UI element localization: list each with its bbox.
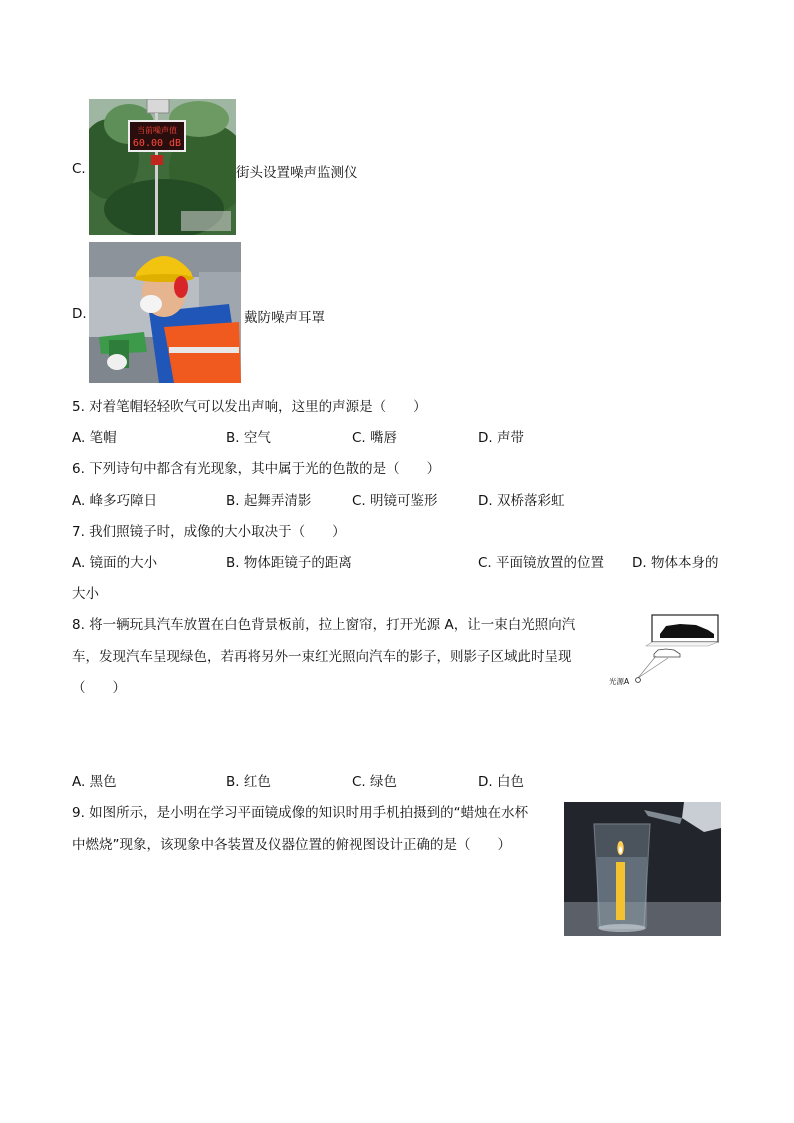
q8-option-d: D. 白色 xyxy=(478,774,524,790)
worker-earmuffs-photo xyxy=(89,242,241,383)
question-8-line-3: （ ） xyxy=(72,680,126,696)
question-7-stem: 7. 我们照镜子时，成像的大小取决于（ ） xyxy=(72,524,346,540)
question-6-stem: 6. 下列诗句中都含有光现象，其中属于光的色散的是（ ） xyxy=(72,461,441,477)
option-d-letter: D. xyxy=(72,306,87,322)
q5-option-d: D. 声带 xyxy=(478,430,524,446)
q7-option-a: A. 镜面的大小 xyxy=(72,555,158,571)
light-source-label: 光源A xyxy=(609,677,630,686)
q5-option-a: A. 笔帽 xyxy=(72,430,117,446)
option-c-caption: 街头设置噪声监测仪 xyxy=(236,165,358,181)
q8-option-c: C. 绿色 xyxy=(352,774,398,790)
question-8-line-1: 8. 将一辆玩具汽车放置在白色背景板前，拉上窗帘，打开光源 A，让一束白光照向汽 xyxy=(72,617,576,633)
q5-option-b: B. 空气 xyxy=(226,430,271,446)
q6-option-d: D. 双桥落彩虹 xyxy=(478,493,565,509)
q7-option-d: D. 物体本身的 xyxy=(632,555,719,571)
option-d-caption: 戴防噪声耳罩 xyxy=(244,310,325,326)
q7-option-c: C. 平面镜放置的位置 xyxy=(478,555,605,571)
question-9-line-2: 中燃烧”现象，该现象中各装置及仪器位置的俯视图设计正确的是（ ） xyxy=(72,837,511,853)
q7-option-b: B. 物体距镜子的距离 xyxy=(226,555,352,571)
option-c-letter: C. xyxy=(72,161,86,177)
q6-option-a: A. 峰多巧障日 xyxy=(72,493,158,509)
monitor-display-title: 当前噪声值 xyxy=(137,126,177,135)
question-5-stem: 5. 对着笔帽轻轻吹气可以发出声响，这里的声源是（ ） xyxy=(72,399,427,415)
q6-option-b: B. 起舞弄清影 xyxy=(226,493,312,509)
q7-option-d-continuation: 大小 xyxy=(72,586,99,602)
q5-option-c: C. 嘴唇 xyxy=(352,430,398,446)
q8-option-a: A. 黑色 xyxy=(72,774,117,790)
candle-in-water-photo xyxy=(564,802,721,936)
monitor-display-value: 60.00 dB xyxy=(132,138,182,149)
q6-option-c: C. 明镜可鉴形 xyxy=(352,493,438,509)
q8-option-b: B. 红色 xyxy=(226,774,271,790)
noise-monitor-photo xyxy=(89,99,236,235)
toy-car-light-diagram xyxy=(608,612,722,688)
question-8-line-2: 车，发现汽车呈现绿色，若再将另外一束红光照向汽车的影子，则影子区域此时呈现 xyxy=(72,649,572,665)
question-9-line-1: 9. 如图所示，是小明在学习平面镜成像的知识时用手机拍摄到的“蜡烛在水杯 xyxy=(72,805,529,821)
